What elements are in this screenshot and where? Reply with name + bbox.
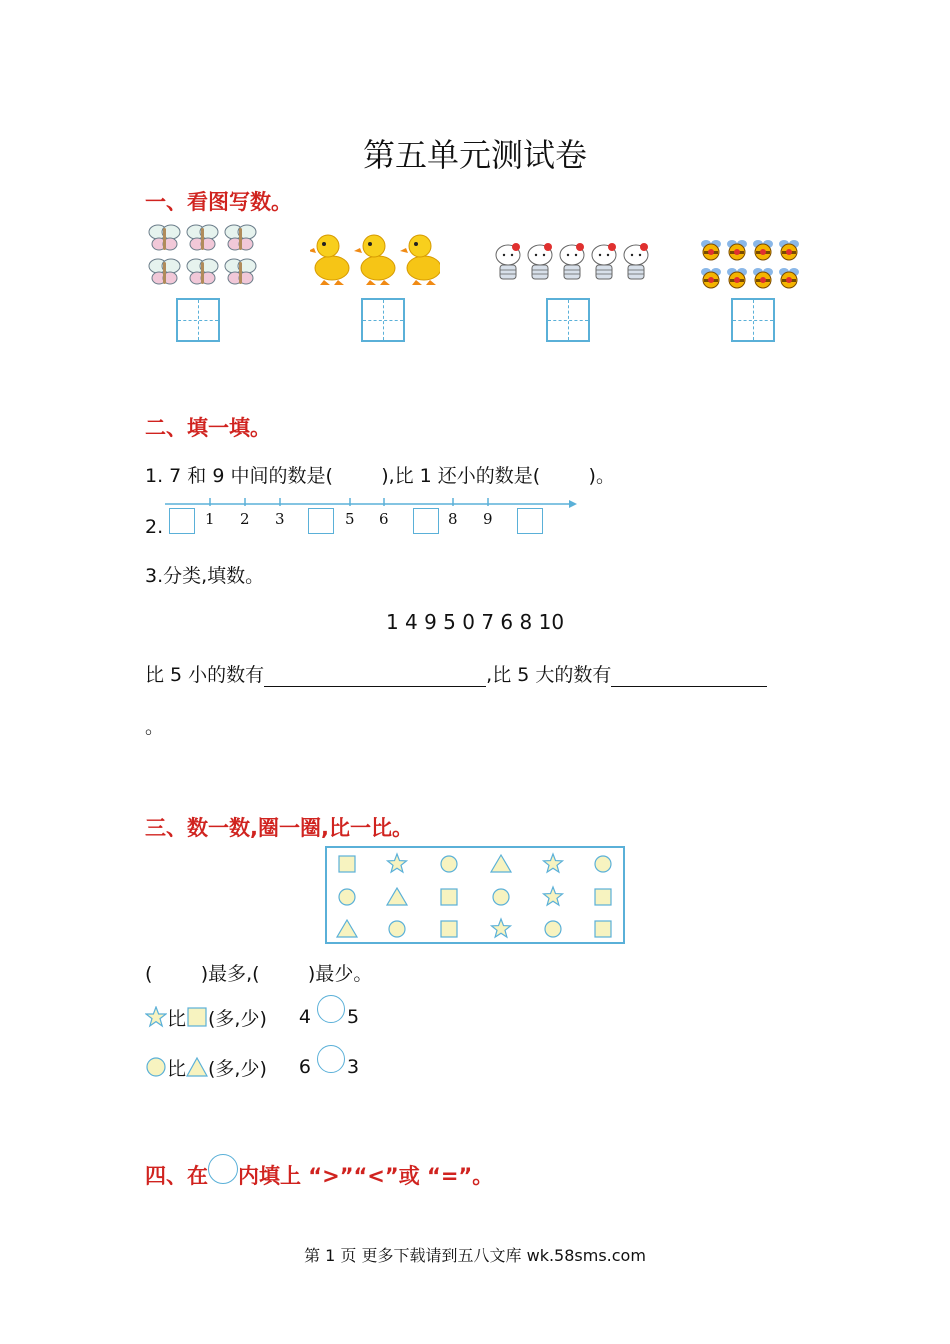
square-shape[interactable] <box>441 921 457 937</box>
star-shape[interactable] <box>388 854 407 872</box>
numberline-tick <box>383 498 385 506</box>
less-than-5-label: 比 5 小的数有 <box>145 664 265 686</box>
less-than-5-blank[interactable] <box>264 662 486 687</box>
classify-line <box>145 660 805 687</box>
duck-icon <box>310 230 440 286</box>
circle-shape[interactable] <box>339 889 355 905</box>
numberline-tick-label: 2 <box>240 510 250 528</box>
numberline-tick-label: 1 <box>205 510 215 528</box>
compare-choice-1: (多,少) <box>208 1007 267 1030</box>
compare-choice-2: (多,少) <box>208 1057 267 1080</box>
butterfly-group <box>148 222 260 296</box>
section4-heading-pre: 四、在 <box>145 1164 208 1188</box>
numberline-tick-label: 3 <box>275 510 285 528</box>
section4-heading-post: 内填上 “>”“<”或 “=”。 <box>238 1164 494 1188</box>
answer-box-kitties[interactable] <box>546 298 590 342</box>
numberline-tick <box>244 498 246 506</box>
numberline-tick <box>487 498 489 506</box>
kitty-icon <box>494 242 650 282</box>
square-shape[interactable] <box>339 856 355 872</box>
compare-row-1 <box>145 1003 359 1031</box>
greater-than-5-label: ,比 5 大的数有 <box>486 664 612 686</box>
question-3-label: 3.分类,填数。 <box>145 565 265 587</box>
numberline-tick-label: 8 <box>448 510 458 528</box>
numberline-tick <box>279 498 281 506</box>
compare-word-2: 比 <box>167 1057 187 1080</box>
triangle-icon <box>186 1056 208 1078</box>
circle-shape[interactable] <box>389 921 405 937</box>
section1-heading: 一、看图写数。 <box>145 190 292 214</box>
compare-word-1: 比 <box>167 1007 187 1030</box>
question-2-label: 2. <box>145 516 164 538</box>
number-line <box>165 490 585 540</box>
square-shape[interactable] <box>595 921 611 937</box>
compare-right-1: 5 <box>346 1006 360 1028</box>
circle-shape[interactable] <box>595 856 611 872</box>
most-least-line: ( )最多,( )最少。 <box>145 963 373 985</box>
compare-row-2 <box>145 1053 359 1081</box>
bee-icon <box>700 238 800 294</box>
section4-heading <box>145 1160 493 1190</box>
compare-right-2: 3 <box>346 1056 360 1078</box>
numberline-tick-label: 5 <box>345 510 355 528</box>
page-footer: 第 1 页 更多下载请到五八文库 wk.58sms.com <box>304 1246 646 1265</box>
answer-box-ducks[interactable] <box>361 298 405 342</box>
kitty-group <box>494 242 650 286</box>
circle-shape[interactable] <box>493 889 509 905</box>
numberline-blank-box[interactable] <box>169 508 195 534</box>
compare-circle-2[interactable] <box>317 1045 345 1073</box>
section3-heading: 三、数一数,圈一圈,比一比。 <box>145 816 413 840</box>
star-shape[interactable] <box>544 887 563 905</box>
triangle-shape[interactable] <box>491 855 511 872</box>
triangle-shape[interactable] <box>337 920 357 937</box>
number-set: 1 4 9 5 0 7 6 8 10 <box>385 610 565 634</box>
compare-left-2: 6 <box>298 1056 311 1078</box>
classify-end: 。 <box>145 716 165 738</box>
greater-than-5-blank[interactable] <box>611 662 767 687</box>
shape-grid-canvas <box>327 848 623 942</box>
section2-heading: 二、填一填。 <box>145 416 271 440</box>
numberline-tick-label: 9 <box>483 510 493 528</box>
numberline-blank-box[interactable] <box>517 508 543 534</box>
circle-shape[interactable] <box>545 921 561 937</box>
numberline-tick-label: 6 <box>379 510 389 528</box>
question-1: 1. 7 和 9 中间的数是( ),比 1 还小的数是( )。 <box>145 465 615 487</box>
page-title: 第五单元测试卷 <box>362 136 587 174</box>
star-shape[interactable] <box>544 854 563 872</box>
square-shape[interactable] <box>595 889 611 905</box>
star-shape[interactable] <box>492 919 511 937</box>
square-shape[interactable] <box>441 889 457 905</box>
numberline-tick <box>452 498 454 506</box>
numberline-tick <box>349 498 351 506</box>
circle-shape[interactable] <box>441 856 457 872</box>
bee-group <box>700 238 800 298</box>
square-icon <box>186 1006 208 1028</box>
numberline-blank-box[interactable] <box>308 508 334 534</box>
duck-group <box>310 230 440 290</box>
triangle-shape[interactable] <box>387 888 407 905</box>
shape-grid <box>325 846 625 944</box>
answer-box-butterflies[interactable] <box>176 298 220 342</box>
answer-box-bees[interactable] <box>731 298 775 342</box>
compare-circle-1[interactable] <box>317 995 345 1023</box>
compare-left-1: 4 <box>298 1006 311 1028</box>
butterfly-icon <box>148 222 260 292</box>
circle-icon <box>145 1056 167 1078</box>
numberline-blank-box[interactable] <box>413 508 439 534</box>
star-icon <box>145 1006 167 1028</box>
numberline-tick <box>209 498 211 506</box>
section4-circle-icon <box>208 1154 238 1184</box>
